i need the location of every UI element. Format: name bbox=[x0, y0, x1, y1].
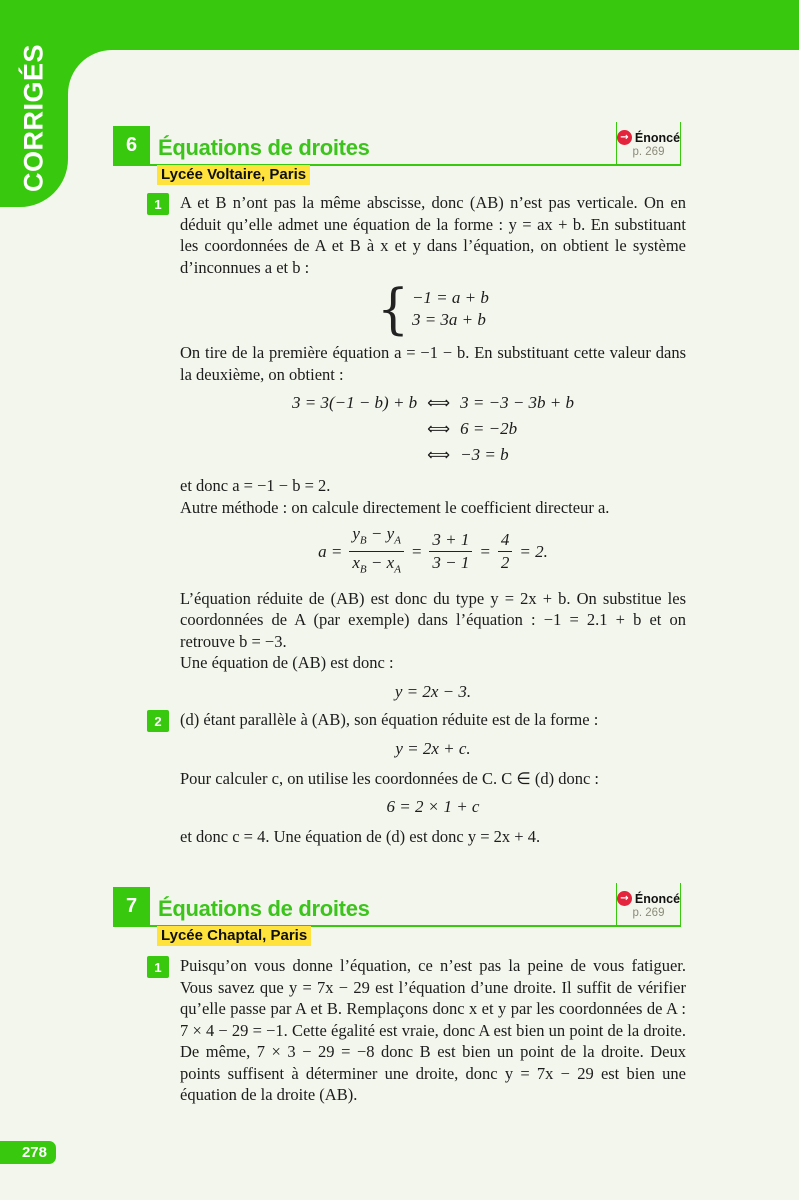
section-title: Équations de droites bbox=[158, 135, 370, 160]
solution-item bbox=[147, 192, 686, 711]
enonce-arrow-icon: → bbox=[617, 891, 632, 906]
enonce-row bbox=[617, 130, 680, 145]
chain-right: 6 = −2b bbox=[460, 419, 518, 438]
exercise-number-badge: 7 bbox=[113, 887, 150, 925]
equals-sign: = bbox=[479, 541, 491, 561]
item-body bbox=[180, 192, 686, 702]
fraction-denominator: 2 bbox=[500, 553, 510, 573]
item-number-badge: 1 bbox=[147, 193, 169, 215]
paragraph: L’équation réduite de (AB) est donc du type y = 2x + b. On substitue les coordonnées de A (par exemple) dans l’équation : −1 = 2.1 + b et on retrouve b = −3. bbox=[180, 588, 686, 651]
frac-lhs: a = bbox=[318, 541, 343, 561]
equals-sign: = bbox=[410, 541, 423, 561]
paragraph: Autre méthode : on calcule directement le coefficient directeur a. bbox=[180, 497, 610, 517]
enonce-arrow-icon: → bbox=[617, 130, 632, 145]
paragraph: A et B n’ont pas la même abscisse, donc (AB) n’est pas verticale. On en déduit qu’elle admet une équation de la forme : y = ax + b. En substituant les coordonnées de A et B à x et y dans l’équation, on obtient le système d’inconnues a et b : bbox=[180, 193, 686, 277]
enonce-reference-badge[interactable] bbox=[616, 122, 681, 166]
equation-system bbox=[180, 277, 686, 341]
school-banner bbox=[157, 166, 310, 183]
display-equation: y = 2x + c. bbox=[395, 738, 471, 758]
chain-left: 3 = 3(−1 − b) + b bbox=[291, 393, 418, 412]
display-equation: 6 = 2 × 1 + c bbox=[386, 797, 480, 816]
school-name: Lycée Voltaire, Paris bbox=[157, 165, 310, 185]
display-equation: y = 2x − 3. bbox=[394, 681, 472, 701]
fraction-numerator: $y_B - y_A$ bbox=[349, 524, 404, 552]
section-title: Équations de droites bbox=[158, 896, 370, 921]
enonce-label: Énoncé bbox=[634, 891, 681, 906]
fraction-denominator: $x_B - x_A$ bbox=[352, 553, 401, 576]
equivalence-chain bbox=[180, 393, 686, 465]
equivalence-arrow: ⟺ bbox=[427, 419, 451, 438]
equivalence-arrow: ⟺ bbox=[427, 445, 451, 464]
school-name: Lycée Chaptal, Paris bbox=[157, 926, 311, 946]
item-number-badge: 1 bbox=[147, 956, 169, 978]
paragraph: On tire de la première équation a = −1 − b. En substituant cette valeur dans la deuxième, on obtient : bbox=[180, 343, 686, 384]
section-header-7 bbox=[113, 887, 681, 925]
item-body bbox=[180, 709, 686, 848]
corriges-tab-label: CORRIGÉS bbox=[18, 43, 49, 193]
corriges-side-tab bbox=[0, 0, 68, 207]
fraction bbox=[349, 524, 404, 580]
top-green-bar bbox=[0, 0, 799, 50]
item-body bbox=[180, 955, 686, 1106]
chain-left bbox=[292, 445, 417, 465]
paragraph: Une équation de (AB) est donc : bbox=[180, 653, 394, 673]
system-lines bbox=[412, 288, 489, 330]
enonce-reference-badge[interactable] bbox=[616, 883, 681, 927]
paragraph: Pour calculer c, on utilise les coordonnées de C. C ∈ (d) donc : bbox=[180, 768, 599, 788]
equivalence-arrow: ⟺ bbox=[427, 393, 451, 412]
system-brace: { bbox=[377, 277, 409, 341]
chain-right: −3 = b bbox=[460, 445, 509, 464]
chain-left bbox=[292, 419, 417, 439]
fraction-numerator: 3 + 1 bbox=[429, 530, 472, 552]
enonce-page-ref: p. 269 bbox=[632, 907, 665, 919]
fraction bbox=[498, 530, 513, 573]
solution-item bbox=[147, 955, 686, 1106]
system-line: 3 = 3a + b bbox=[411, 310, 486, 329]
paragraph: et donc c = 4. Une équation de (d) est donc y = 2x + 4. bbox=[180, 827, 541, 846]
fraction-numerator: 4 bbox=[498, 530, 513, 552]
page-number-badge: 278 bbox=[0, 1141, 56, 1164]
fraction bbox=[429, 530, 472, 573]
exercise-number-badge: 6 bbox=[113, 126, 150, 164]
chain-right: 3 = −3 − 3b + b bbox=[460, 393, 575, 412]
solution-item bbox=[147, 709, 686, 848]
enonce-row bbox=[617, 891, 680, 906]
paragraph: (d) étant parallèle à (AB), son équation réduite est de la forme : bbox=[180, 710, 599, 729]
enonce-label: Énoncé bbox=[634, 130, 681, 145]
paragraph: et donc a = −1 − b = 2. bbox=[180, 476, 331, 495]
slope-equation bbox=[180, 524, 686, 580]
enonce-page-ref: p. 269 bbox=[632, 146, 665, 158]
paragraph: Puisqu’on vous donne l’équation, ce n’est pas la peine de vous fatiguer. Vous savez que y = 7x − 29 est l’équation d’une droite. Il suffit de vérifier qu’elle passe par A et B. Remplaçons donc x et y par les coordonnées de A : 7 × 4 − 29 = −1. Cette égalité est vraie, donc A est bien un point de la droite. De même, 7 × 3 − 29 = −8 donc B est bien un point de la droite. Deux points suffisent à déterminer une droite, donc y = 7x − 29 est bien une équation de la droite (AB). bbox=[180, 956, 686, 1104]
school-banner bbox=[157, 927, 311, 944]
frac-rhs: = 2. bbox=[519, 541, 548, 561]
fraction-denominator: 3 − 1 bbox=[432, 553, 470, 573]
item-number-badge: 2 bbox=[147, 710, 169, 732]
system-line: −1 = a + b bbox=[411, 288, 489, 307]
section-header-6 bbox=[113, 126, 681, 164]
